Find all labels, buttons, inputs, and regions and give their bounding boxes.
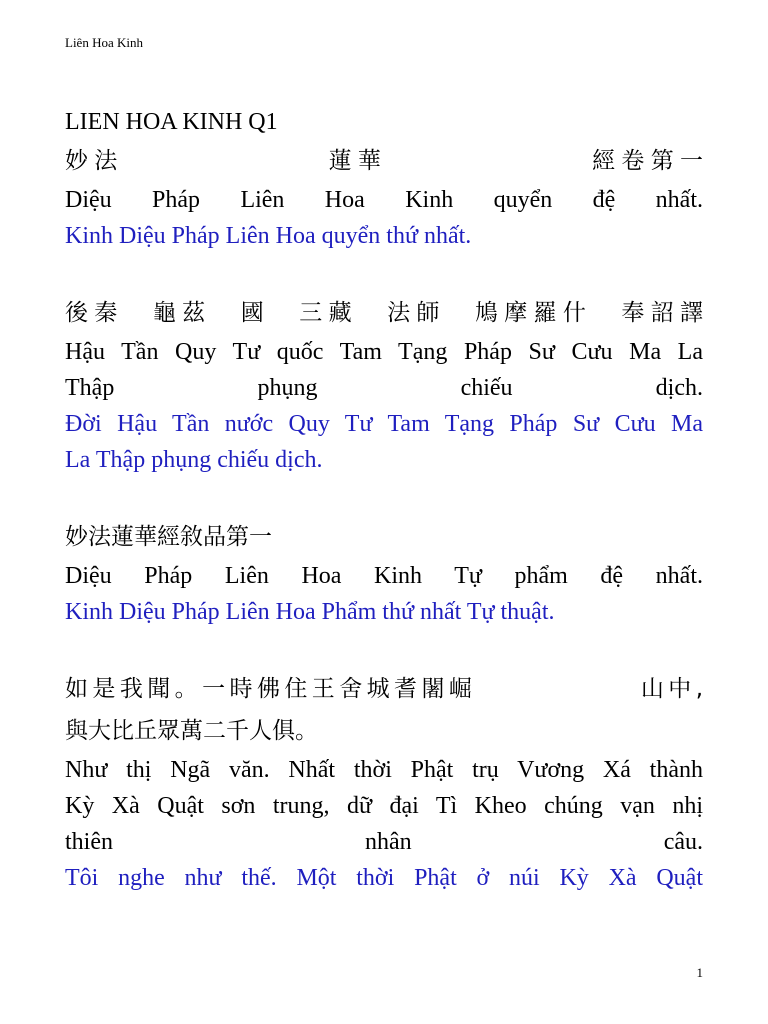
vietnamese-translation: Kinh Diệu Pháp Liên Hoa Phẩm thứ nhất Tự thuật. [65,599,555,625]
page-number: 1 [696,965,703,980]
vietnamese-translation: Đời Hậu Tần nước Quy Tư Tam Tạng Pháp Sư Cưu Ma [65,411,703,437]
sutra-title: LIEN HOA KINH Q1 [65,109,278,135]
document-body [65,104,703,896]
vietnamese-reading: thiên nhân câu. [65,829,703,855]
vietnamese-reading: Diệu Pháp Liên Hoa Kinh quyển đệ nhất. [65,187,703,213]
vietnamese-reading: Như thị Ngã văn. Nhất thời Phật trụ Vương Xá thành [65,757,703,783]
chinese-line: 後秦 龜茲 國 三藏 法師 鳩摩羅什 奉詔譯 [65,300,703,326]
chinese-line: 妙法蓮華經敘品第一 [65,524,272,550]
vietnamese-translation: La Thập phụng chiếu dịch. [65,447,323,473]
vietnamese-reading: Thập phụng chiếu dịch. [65,375,703,401]
running-header: Liên Hoa Kinh [65,35,143,50]
vietnamese-translation: Tôi nghe như thế. Một thời Phật ở núi Kỳ Xà Quật [65,865,703,891]
vietnamese-reading: Kỳ Xà Quật sơn trung, dữ đại Tì Kheo chúng vạn nhị [65,793,703,819]
vietnamese-translation: Kinh Diệu Pháp Liên Hoa quyển thứ nhất. [65,223,472,249]
chinese-line: 如是我聞。一時佛住王舍城耆闍崛 山中, [65,676,703,702]
chinese-line: 與大比丘眾萬二千人俱。 [65,718,318,744]
chinese-line: 妙法 蓮華 經卷第一 [65,148,703,174]
vietnamese-reading: Diệu Pháp Liên Hoa Kinh Tự phẩm đệ nhất. [65,563,703,589]
vietnamese-reading: Hậu Tần Quy Tư quốc Tam Tạng Pháp Sư Cưu Ma La [65,339,703,365]
